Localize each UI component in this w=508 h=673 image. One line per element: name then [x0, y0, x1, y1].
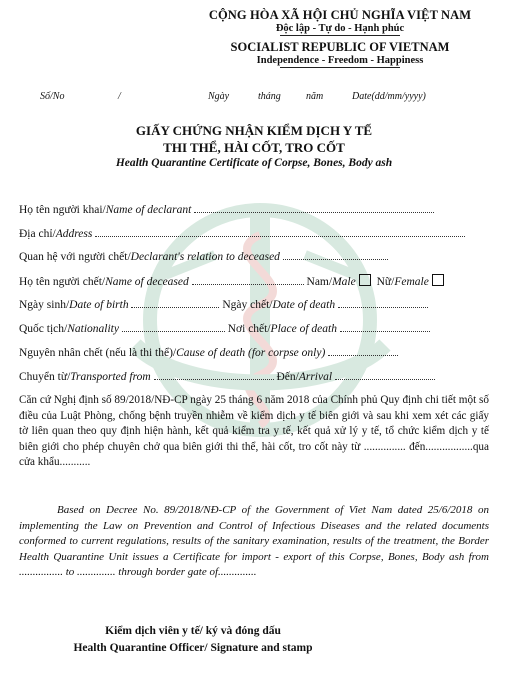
declarant-name-field[interactable]: [19, 203, 434, 216]
dod-fill-line[interactable]: [338, 298, 428, 308]
dod-label-vi: Ngày chết/: [222, 299, 273, 311]
transport-label-en: Transported from: [70, 371, 151, 383]
female-label-en: Female: [394, 276, 429, 288]
motto-vi: Độc lập - Tự do - Hạnh phúc: [275, 23, 405, 34]
declarant-fill-line[interactable]: [194, 203, 434, 213]
signature-label-vi: Kiểm dịch viên y tế/ ký và đóng dấu: [105, 625, 281, 637]
relation-label-vi: Quan hệ với người chết/: [19, 251, 131, 263]
male-label-vi: Nam/: [306, 276, 333, 288]
cause-fill-line[interactable]: [328, 346, 398, 356]
legal-basis-paragraph-en: Based on Decree No. 89/2018/NĐ-CP of the Government of Viet Nam dated 25/6/2018 on implementing the Law on Prevention and Control of Infectious Diseases and the related documents conformed to current regulations, results of the sanitary examination, results of the treatment, the Border Health Quarantine Unit issues a Certificate for import - export of this Corpse, Bones, Body ash from ................ to .............. through border gate of..............: [19, 504, 489, 578]
address-fill-line[interactable]: [95, 227, 465, 237]
nationality-label-en: Nationality: [67, 323, 119, 335]
cause-label-en: Cause of death (for corpse only): [176, 347, 326, 359]
address-label-vi: Địa chỉ/: [19, 228, 56, 240]
arrival-label-vi: Đến/: [276, 371, 299, 383]
nationality-fill-line[interactable]: [122, 322, 225, 332]
transport-label-vi: Chuyển từ/: [19, 371, 71, 383]
date-format-label: Date(dd/mm/yyyy): [352, 91, 426, 102]
arrival-fill-line[interactable]: [335, 370, 435, 380]
declarant-label-en: Name of declarant: [105, 204, 192, 216]
deceased-name-field[interactable]: [19, 274, 444, 288]
female-checkbox[interactable]: [432, 274, 444, 286]
relation-label-en: Declarant's relation to deceased: [130, 251, 280, 263]
dates-field[interactable]: [19, 298, 428, 311]
header-divider-en: [280, 67, 400, 68]
deceased-label-en: Name of deceased: [105, 276, 189, 288]
country-name-en: SOCIALIST REPUBLIC OF VIETNAM: [230, 40, 450, 54]
male-checkbox[interactable]: [359, 274, 371, 286]
month-label: tháng: [258, 91, 281, 102]
certificate-title-en: Health Quarantine Certificate of Corpse, Bones, Body ash: [115, 157, 393, 169]
cause-label-vi: Nguyên nhân chết (nếu là thi thể)/: [19, 347, 177, 359]
dob-label-vi: Ngày sinh/: [19, 299, 70, 311]
relation-fill-line[interactable]: [283, 250, 388, 260]
transport-fill-line[interactable]: [154, 370, 274, 380]
number-slash: /: [118, 91, 121, 102]
deceased-fill-line[interactable]: [192, 275, 304, 285]
country-name-vi: CỘNG HÒA XÃ HỘI CHỦ NGHĨA VIỆT NAM: [208, 8, 472, 22]
national-header: [190, 8, 490, 68]
arrival-label-en: Arrival: [298, 371, 333, 383]
female-label-vi: Nữ/: [376, 276, 395, 288]
dob-fill-line[interactable]: [131, 298, 219, 308]
header-divider: [280, 35, 400, 36]
dob-label-en: Date of birth: [69, 299, 129, 311]
dod-label-en: Date of death: [272, 299, 336, 311]
nationality-label-vi: Quốc tịch/: [19, 323, 68, 335]
deceased-label-vi: Họ tên người chết/: [19, 276, 106, 288]
legal-basis-paragraph-vi: Căn cứ Nghị định số 89/2018/NĐ-CP ngày 25 tháng 6 năm 2018 của Chính phủ Quy định chi tiết một số điều của Luật Phòng, chống bệnh truyền nhiễm về kiểm dịch y tế biên giới và sau khi xem xét các giấy tờ liên quan theo quy định hiện hành, kết quả kiểm tra y tế, kết quả xử lý y tế, tổ chức kiểm dịch y tế biên giới cho phép chuyên chở qua biên giới thi thể, hài cốt, tro cốt này từ ............... đến.................qua cửa khẩu...........: [19, 394, 489, 468]
place-death-fill-line[interactable]: [340, 322, 430, 332]
transport-field[interactable]: [19, 370, 435, 383]
year-label: năm: [306, 91, 324, 102]
nationality-place-field[interactable]: [19, 322, 430, 335]
male-label-en: Male: [332, 276, 356, 288]
address-field[interactable]: [19, 227, 465, 240]
day-label: Ngày: [208, 91, 230, 102]
certificate-subtitle-vi: THI THỂ, HÀI CỐT, TRO CỐT: [163, 140, 345, 155]
signature-label-en: Health Quarantine Officer/ Signature and stamp: [73, 642, 313, 654]
address-label-en: Address: [55, 228, 93, 240]
relation-field[interactable]: [19, 250, 388, 263]
cause-of-death-field[interactable]: [19, 346, 398, 359]
place-death-label-vi: Nơi chết/: [227, 323, 271, 335]
motto-en: Independence - Freedom - Happiness: [256, 55, 424, 66]
number-label: Số/No: [40, 91, 65, 102]
declarant-label-vi: Họ tên người khai/: [19, 204, 106, 216]
certificate-title-vi: GIẤY CHỨNG NHẬN KIỂM DỊCH Y TẾ: [135, 123, 373, 138]
place-death-label-en: Place of death: [270, 323, 337, 335]
